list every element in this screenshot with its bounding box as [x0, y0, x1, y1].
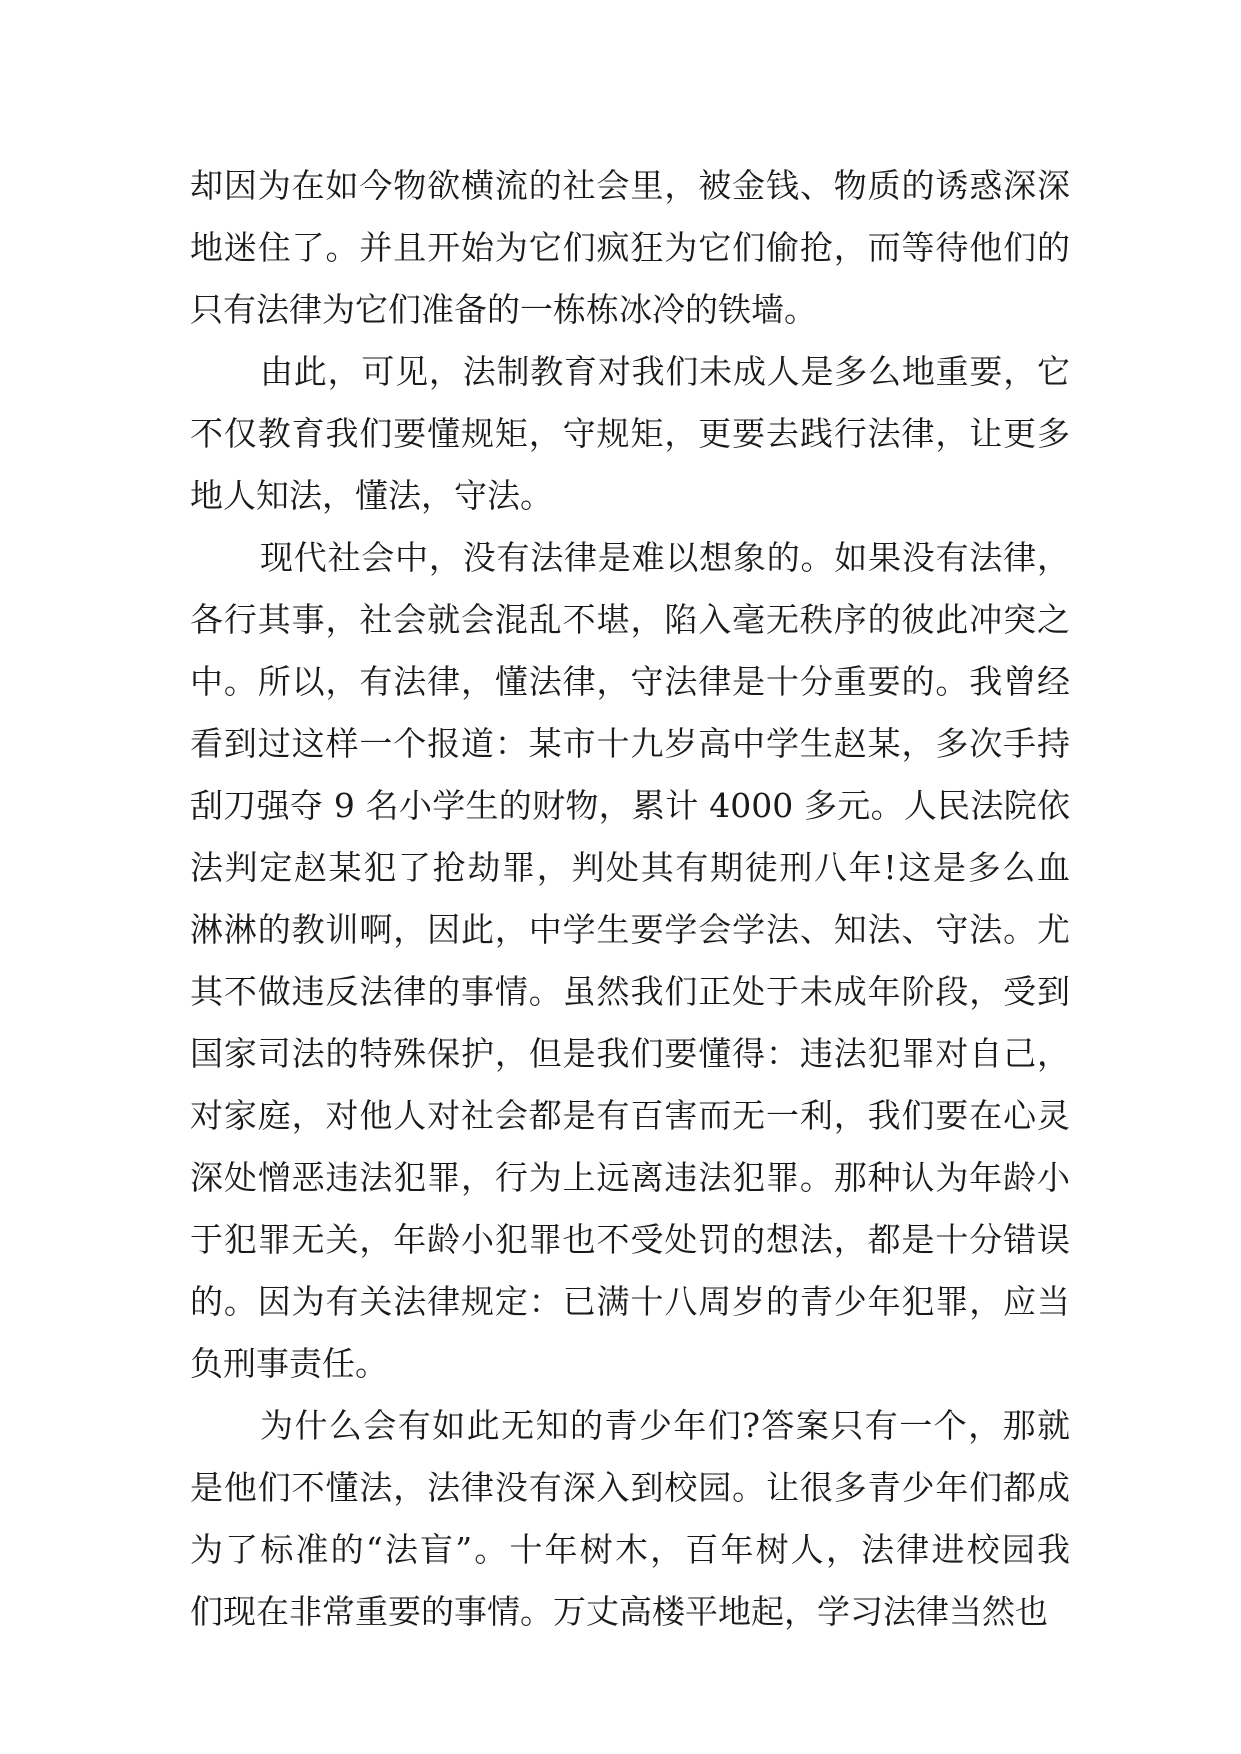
- text-line: 负刑事责任。: [190, 1344, 388, 1383]
- paragraph: [190, 155, 1070, 341]
- text-line: 由此，可见，法制教育对我们未成人是多么地重要，它: [260, 352, 1070, 391]
- text-line: 是他们不懂法，法律没有深入到校园。让很多青少年们都成: [190, 1468, 1070, 1507]
- text-line: 们现在非常重要的事情。万丈高楼平地起，学习法律当然也: [190, 1592, 1048, 1631]
- text-line: 对家庭，对他人对社会都是有百害而无一利，我们要在心灵: [190, 1096, 1070, 1135]
- text-line: 各行其事，社会就会混乱不堪，陷入毫无秩序的彼此冲突之: [190, 600, 1070, 639]
- text-line: 法判定赵某犯了抢劫罪，判处其有期徒刑八年!这是多么血: [190, 848, 1070, 887]
- document-body: [190, 155, 1070, 1643]
- text-line: 中。所以，有法律，懂法律，守法律是十分重要的。我曾经: [190, 662, 1070, 701]
- text-line: 其不做违反法律的事情。虽然我们正处于未成年阶段，受到: [190, 972, 1070, 1011]
- text-line: 于犯罪无关，年龄小犯罪也不受处罚的想法，都是十分错误: [190, 1220, 1070, 1259]
- text-line: 只有法律为它们准备的一栋栋冰冷的铁墙。: [190, 290, 817, 329]
- text-line: 看到过这样一个报道：某市十九岁高中学生赵某，多次手持: [190, 724, 1070, 763]
- paragraph: [190, 341, 1070, 527]
- paragraph: [190, 527, 1070, 1395]
- text-line: 不仅教育我们要懂规矩，守规矩，更要去践行法律，让更多: [190, 414, 1070, 453]
- text-line: 的。因为有关法律规定：已满十八周岁的青少年犯罪，应当: [190, 1282, 1070, 1321]
- text-line: 却因为在如今物欲横流的社会里，被金钱、物质的诱惑深深: [190, 166, 1070, 205]
- text-line: 为了标准的“法盲”。十年树木，百年树人，法律进校园我: [190, 1530, 1070, 1569]
- paragraph: [190, 1395, 1070, 1643]
- text-line: 国家司法的特殊保护，但是我们要懂得：违法犯罪对自己，: [190, 1034, 1070, 1073]
- text-line: 现代社会中，没有法律是难以想象的。如果没有法律，: [260, 538, 1070, 577]
- text-line: 为什么会有如此无知的青少年们?答案只有一个，那就: [260, 1406, 1070, 1445]
- text-line: 地人知法，懂法，守法。: [190, 476, 553, 515]
- text-line: 地迷住了。并且开始为它们疯狂为它们偷抢，而等待他们的: [190, 228, 1070, 267]
- text-line: 深处憎恶违法犯罪，行为上远离违法犯罪。那种认为年龄小: [190, 1158, 1070, 1197]
- text-line: 刮刀强夺 9 名小学生的财物，累计 4000 多元。人民法院依: [190, 786, 1070, 825]
- text-line: 淋淋的教训啊，因此，中学生要学会学法、知法、守法。尤: [190, 910, 1070, 949]
